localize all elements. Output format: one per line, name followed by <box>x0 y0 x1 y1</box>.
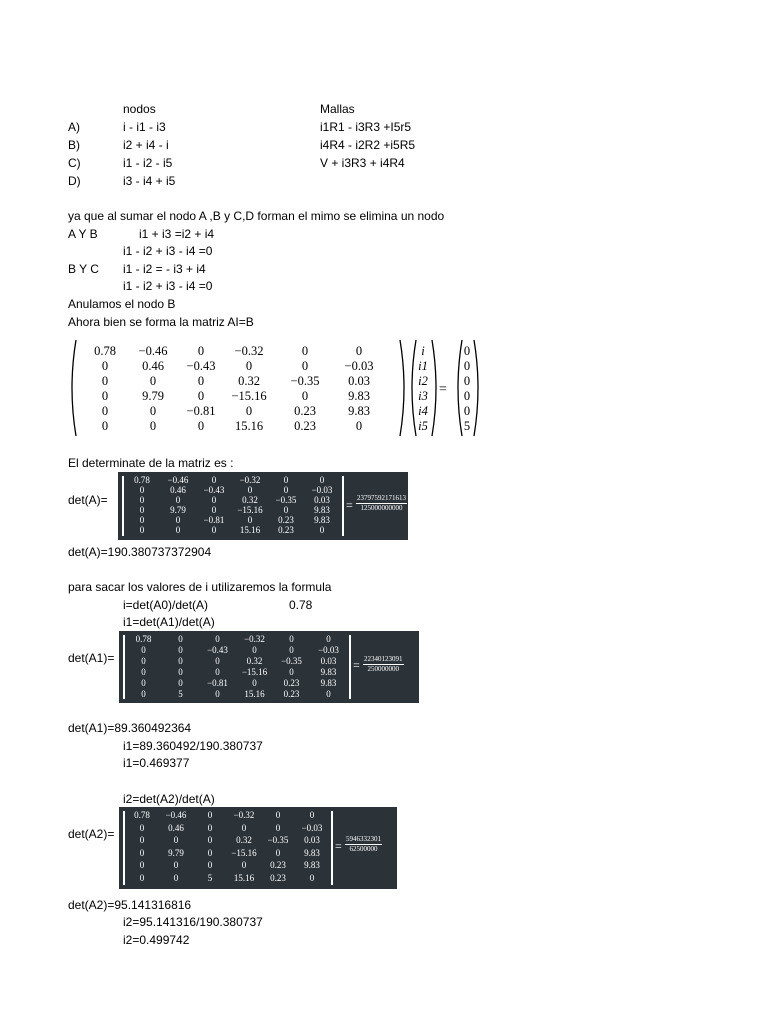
det-cell: 0.23 <box>270 860 286 870</box>
det-cell: 0.23 <box>283 678 300 688</box>
det-cell: 0 <box>173 872 179 883</box>
matrix-cell: 0 <box>149 419 157 433</box>
det-cell: 0.23 <box>283 689 300 699</box>
det-denominator: 125000000000 <box>360 504 403 512</box>
matrix-row <box>78 359 408 373</box>
det-fraction <box>363 655 404 674</box>
matrix-cell: −0.35 <box>290 374 320 388</box>
det-row <box>119 823 397 833</box>
matrix-equation <box>68 338 488 438</box>
nodo-d: i3 - i4 + i5 <box>123 174 176 188</box>
matrix-cell: 0.32 <box>238 374 260 388</box>
matrix-row <box>78 389 408 403</box>
det-denominator: 250000000 <box>367 665 399 673</box>
detA1-matrix-image <box>119 631 419 703</box>
det-cell: 0 <box>283 475 289 485</box>
matrix-cell: 0 <box>101 404 109 418</box>
det-cell: 9.83 <box>304 847 320 858</box>
matrix-cell: −0.43 <box>186 359 216 373</box>
vector-entry: i1 <box>418 359 428 373</box>
matrix-row <box>78 419 408 433</box>
det-cell: 0 <box>289 667 294 677</box>
det-cell: 0 <box>139 860 145 870</box>
matrix-cell: 15.16 <box>234 419 264 433</box>
det-cell: 0.32 <box>242 495 258 505</box>
vector-entry: i4 <box>418 404 428 418</box>
det-cell: 0 <box>215 656 220 666</box>
matrix-cell: 9.83 <box>348 404 370 418</box>
matrix-row <box>78 344 408 358</box>
matrix-cell: 0 <box>149 374 157 388</box>
det-cell: 15.16 <box>239 525 261 535</box>
det-equals: = <box>346 498 353 512</box>
det-cell: 9.83 <box>314 505 330 515</box>
matrix-cell: 0 <box>301 359 309 373</box>
det-cell: 15.16 <box>233 872 255 883</box>
ayb-eq2: i1 - i2 + i3 - i4 =0 <box>123 244 213 258</box>
det-cell: −0.03 <box>318 645 339 655</box>
det-cell: −0.35 <box>267 835 289 845</box>
det-cell: 0.03 <box>304 835 320 845</box>
det-cell: 0 <box>211 495 217 505</box>
det-cell: 0 <box>309 810 315 820</box>
det-cell: 0 <box>275 810 281 820</box>
det-cell: 0 <box>141 678 146 688</box>
det-cell: 0 <box>252 678 257 688</box>
det-cell: 9.83 <box>314 515 330 525</box>
det-cell: 0 <box>141 645 146 655</box>
matrix-cell: 9.79 <box>142 389 164 403</box>
detA-value: det(A)=190.380737372904 <box>68 545 212 559</box>
ayb-eq1: i1 + i3 =i2 + i4 <box>139 227 215 241</box>
matrix-cell: 9.83 <box>348 389 370 403</box>
det-equals: = <box>353 658 360 672</box>
det-cell: 0.78 <box>134 810 150 820</box>
det-cell: 0 <box>175 515 181 525</box>
det-row <box>119 860 397 870</box>
det-cell: 0 <box>207 860 213 870</box>
matrix-cell: 0.03 <box>348 374 370 388</box>
det-cell: 0 <box>141 667 146 677</box>
vector-entry: i3 <box>418 389 428 403</box>
det-cell: 0 <box>173 860 179 870</box>
det-cell: −0.32 <box>239 475 261 485</box>
matrix-cell: 0 <box>245 404 253 418</box>
det-cell: 0 <box>319 475 325 485</box>
det-row <box>119 678 419 688</box>
det-cell: 0 <box>141 656 146 666</box>
det-cell: 0 <box>326 634 331 644</box>
matrix-cell: 0.23 <box>294 419 316 433</box>
detA2-label: det(A2)= <box>68 827 115 841</box>
rhs-entry: 0 <box>463 374 471 388</box>
det-row <box>119 645 419 655</box>
det-cell: −0.35 <box>281 656 302 666</box>
det-cell: −0.35 <box>275 495 297 505</box>
matrix-cell: 0 <box>149 404 157 418</box>
det-cell: 0 <box>139 485 145 495</box>
nodos-header: nodos <box>123 102 156 116</box>
det-row <box>119 689 419 699</box>
det-cell: −15.16 <box>231 847 257 858</box>
det-cell: −0.46 <box>165 810 187 820</box>
det-cell: 0 <box>319 525 325 535</box>
det-cell: 0 <box>275 822 281 833</box>
det-cell: −0.43 <box>207 645 228 655</box>
i-value: 0.78 <box>289 598 313 612</box>
det-cell: 0.23 <box>278 515 294 525</box>
byc-eq2: i1 - i2 + i3 - i4 =0 <box>123 279 213 293</box>
det-cell: 0 <box>247 515 253 525</box>
det-cell: 0 <box>139 822 145 833</box>
det-cell: 9.83 <box>320 667 337 677</box>
det-cell: −0.03 <box>311 485 333 495</box>
det-cell: 0 <box>215 667 220 677</box>
matrix-cell: 0 <box>197 344 205 358</box>
det-cell: 0.23 <box>270 872 286 883</box>
det-cell: 9.83 <box>304 860 320 870</box>
malla-a: i1R1 - i3R3 +I5r5 <box>320 120 412 134</box>
malla-b: i4R4 - i2R2 +i5R5 <box>320 138 416 152</box>
det-cell: 0 <box>207 835 213 845</box>
matrix-row <box>78 374 408 388</box>
det-cell: 0.23 <box>278 525 294 535</box>
det-cell: −0.46 <box>167 475 189 485</box>
matrix-cell: 0 <box>301 389 309 403</box>
matrix-cell: 0 <box>245 359 253 373</box>
nodo-a: i - i1 - i3 <box>123 120 166 134</box>
matrix-cell: 0 <box>101 419 109 433</box>
det-cell: 0 <box>211 475 217 485</box>
det-fraction <box>356 494 407 513</box>
det-cell: 0.78 <box>135 634 152 644</box>
paragraph-eliminacion: ya que al sumar el nodo A ,B y C,D forman el mimo se elimina un nodo <box>68 209 445 223</box>
left-paren-icon <box>68 338 78 438</box>
matrix-cell: 0 <box>355 419 363 433</box>
det-row <box>118 525 408 535</box>
det-row <box>118 475 408 485</box>
det-cell: 0 <box>289 645 294 655</box>
detA-matrix-image <box>118 472 408 540</box>
i2-formula: i2=det(A2)/det(A) <box>123 792 215 806</box>
det-cell: 0 <box>141 689 146 699</box>
det-cell: 0 <box>139 872 145 883</box>
det-cell: 0 <box>252 645 257 655</box>
equals-sign: = <box>439 382 447 397</box>
det-cell: −0.32 <box>244 634 265 644</box>
det-cell: 0 <box>283 485 289 495</box>
i1-calc: i1=89.360492/190.380737 <box>123 739 263 753</box>
row-label-c: C) <box>68 156 81 170</box>
rhs-entry: 5 <box>463 419 471 433</box>
det-cell: −0.81 <box>207 678 228 688</box>
right-paren-icon <box>398 338 408 438</box>
i1-formula: i1=det(A1)/det(A) <box>123 615 215 629</box>
det-cell: 0.32 <box>236 835 252 845</box>
det-cell: 5 <box>207 872 213 883</box>
det-cell: 0 <box>241 860 247 870</box>
det-cell: 0 <box>309 872 315 883</box>
det-cell: 0 <box>175 525 181 535</box>
det-numerator: 5946332301 <box>346 835 381 843</box>
det-cell: 0.03 <box>320 656 337 666</box>
byc-label: B Y C <box>68 262 99 276</box>
row-label-d: D) <box>68 174 81 188</box>
det-cell: 0 <box>247 485 253 495</box>
i2-result: i2=0.499742 <box>123 933 190 947</box>
det-cell: 0 <box>139 835 145 845</box>
rhs-entry: 0 <box>463 359 471 373</box>
det-cell: 9.79 <box>170 505 186 515</box>
det-cell: 0 <box>283 505 289 515</box>
det-cell: 0 <box>241 822 247 833</box>
anulamos-text: Anulamos el nodo B <box>68 297 176 311</box>
matrix-cell: 0 <box>355 344 363 358</box>
ahora-text: Ahora bien se forma la matriz AI=B <box>68 315 254 329</box>
rhs-entry: 0 <box>463 404 471 418</box>
det-cell: −0.03 <box>301 822 323 833</box>
det-cell: 9.83 <box>320 678 337 688</box>
matrix-row <box>78 404 408 418</box>
malla-c: V + i3R3 + i4R4 <box>320 156 405 170</box>
matrix-cell: −15.16 <box>231 389 267 403</box>
det-cell: 0 <box>139 847 145 858</box>
det-cell: −0.43 <box>203 485 225 495</box>
matrix-cell: 0.78 <box>94 344 116 358</box>
matrix-cell: 0.46 <box>142 359 164 373</box>
det-cell: 0 <box>326 689 331 699</box>
det-cell: 9.79 <box>168 847 184 858</box>
det-cell: 0 <box>211 525 217 535</box>
det-cell: 0 <box>211 505 217 515</box>
matrix-cell: −0.32 <box>234 344 264 358</box>
det-cell: 0 <box>289 634 294 644</box>
det-cell: 0 <box>175 495 181 505</box>
matrix-cell: 0 <box>197 374 205 388</box>
det-row <box>118 515 408 525</box>
det-cell: 0.03 <box>314 495 330 505</box>
det-cell: −15.16 <box>241 667 268 677</box>
det-cell: 0 <box>178 656 183 666</box>
matrix-cell: 0 <box>101 374 109 388</box>
detA1-value: det(A1)=89.360492364 <box>68 721 192 735</box>
det-fraction <box>345 835 382 854</box>
matrix-cell: 0 <box>301 344 309 358</box>
vector-entry: i <box>421 344 425 358</box>
mallas-header: Mallas <box>320 102 355 116</box>
detA2-matrix-image <box>119 807 397 889</box>
det-cell: 0.46 <box>168 822 184 833</box>
det-cell: 0 <box>207 810 213 820</box>
detA-label: det(A)= <box>68 493 108 507</box>
det-numerator: 22340123091 <box>364 655 403 663</box>
det-cell: 0 <box>207 847 213 858</box>
matrix-cell: 0 <box>101 359 109 373</box>
det-denominator: 62500000 <box>349 845 378 853</box>
matrix-cell: −0.81 <box>186 404 216 418</box>
ayb-label: A Y B <box>68 227 98 241</box>
matrix-cell: −0.46 <box>138 344 168 358</box>
matrix-cell: 0 <box>101 389 109 403</box>
detA1-label: det(A1)= <box>68 651 115 665</box>
det-intro: El determinate de la matriz es : <box>68 456 234 470</box>
rhs-right-paren-icon <box>472 338 482 438</box>
det-cell: 0 <box>139 515 145 525</box>
det-cell: 0 <box>139 505 145 515</box>
det-row <box>119 873 397 883</box>
vector-entry: i5 <box>418 419 428 433</box>
vector-entry: i2 <box>418 374 428 388</box>
i-formula: i=det(A0)/det(A) <box>123 598 209 612</box>
matrix-cell: 0.23 <box>294 404 316 418</box>
det-cell: 0.78 <box>134 475 150 485</box>
det-cell: 0.46 <box>170 485 186 495</box>
det-cell: 0 <box>139 495 145 505</box>
matrix-cell: 0 <box>197 389 205 403</box>
det-row <box>119 634 419 644</box>
det-cell: 0 <box>139 525 145 535</box>
det-row <box>119 810 397 820</box>
nodo-b: i2 + i4 - i <box>123 138 169 152</box>
det-cell: 5 <box>178 689 183 699</box>
det-cell: 0 <box>173 835 179 845</box>
det-cell: −0.81 <box>203 515 225 525</box>
det-cell: 0 <box>207 822 213 833</box>
i2-calc: i2=95.141316/190.380737 <box>123 915 263 929</box>
row-label-a: A) <box>68 120 80 134</box>
det-cell: 0 <box>178 645 183 655</box>
det-cell: 15.16 <box>244 689 265 699</box>
para-sacar-text: para sacar los valores de i utilizaremos la formula <box>68 580 332 594</box>
byc-eq1: i1 - i2 = - i3 + i4 <box>123 262 206 276</box>
row-label-b: B) <box>68 138 80 152</box>
nodo-c: i1 - i2 - i5 <box>123 156 173 170</box>
rhs-entry: 0 <box>463 389 471 403</box>
det-cell: 0 <box>215 634 220 644</box>
det-cell: −0.32 <box>233 810 255 820</box>
det-cell: 0 <box>275 847 281 858</box>
det-cell: 0 <box>178 634 183 644</box>
det-cell: 0 <box>215 689 220 699</box>
matrix-cell: −0.03 <box>344 359 374 373</box>
detA2-value: det(A2)=95.141316816 <box>68 898 192 912</box>
i1-result: i1=0.469377 <box>123 756 190 770</box>
det-cell: 0 <box>178 667 183 677</box>
det-cell: 0 <box>178 678 183 688</box>
rhs-entry: 0 <box>463 344 471 358</box>
det-equals: = <box>335 839 342 853</box>
det-cell: 0.32 <box>246 656 263 666</box>
det-numerator: 23797592171613 <box>357 494 406 502</box>
matrix-cell: 0 <box>197 419 205 433</box>
det-cell: −15.16 <box>237 505 263 515</box>
